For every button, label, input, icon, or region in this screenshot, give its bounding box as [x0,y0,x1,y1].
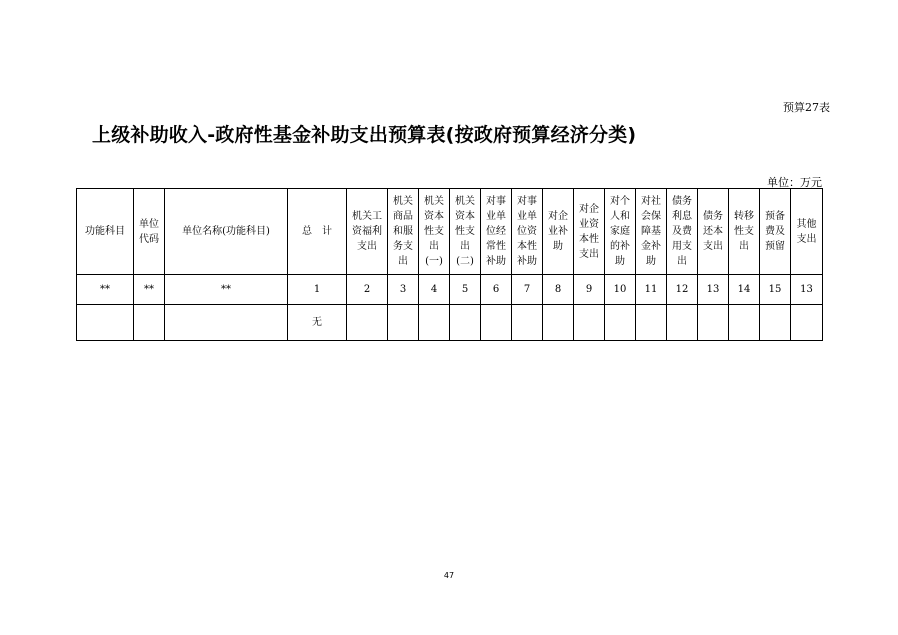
table-row [77,305,823,341]
header-cell: 功能科目 [77,189,134,275]
header-cell: 预备费及预留 [760,189,791,275]
header-cell: 对事业单位资本性补助 [512,189,543,275]
code-cell: 3 [388,275,419,305]
data-cell [574,305,605,341]
table-code-row [77,275,823,305]
table-number: 预算27表 [783,101,830,114]
code-cell: 8 [543,275,574,305]
code-cell: 12 [667,275,698,305]
code-cell: 10 [605,275,636,305]
header-cell: 债务利息及费用支出 [667,189,698,275]
header-cell: 单位代码 [134,189,165,275]
data-cell [667,305,698,341]
code-cell: 2 [347,275,388,305]
data-cell [760,305,791,341]
code-cell: 11 [636,275,667,305]
code-cell: 1 [288,275,347,305]
code-cell: 5 [450,275,481,305]
data-cell [165,305,288,341]
header-cell: 转移性支出 [729,189,760,275]
data-cell [791,305,823,341]
data-cell [543,305,574,341]
data-cell [77,305,134,341]
code-cell: 9 [574,275,605,305]
data-cell [481,305,512,341]
header-cell: 对个人和家庭的补助 [605,189,636,275]
data-cell [388,305,419,341]
data-cell [636,305,667,341]
budget-table [76,188,823,341]
data-cell [134,305,165,341]
code-cell: 13 [791,275,823,305]
page-number: 47 [443,571,455,580]
data-cell [698,305,729,341]
code-cell: 13 [698,275,729,305]
header-cell: 对企业补助 [543,189,574,275]
header-cell: 其他支出 [791,189,823,275]
code-cell: 4 [419,275,450,305]
data-cell [450,305,481,341]
code-cell: 7 [512,275,543,305]
code-cell: ** [77,275,134,305]
code-cell: 14 [729,275,760,305]
header-cell: 总 计 [288,189,347,275]
table-header-row [77,189,823,275]
header-cell: 对社会保障基金补助 [636,189,667,275]
code-cell: 6 [481,275,512,305]
header-cell: 单位名称(功能科目) [165,189,288,275]
header-cell: 机关资本性支出(二) [450,189,481,275]
data-cell [729,305,760,341]
header-cell: 机关工资福利支出 [347,189,388,275]
page-title: 上级补助收入-政府性基金补助支出预算表(按政府预算经济分类) [92,124,637,146]
header-cell: 机关商品和服务支出 [388,189,419,275]
data-cell [605,305,636,341]
unit-label: 单位：万元 [767,176,822,189]
data-cell [347,305,388,341]
data-cell [512,305,543,341]
header-cell: 对事业单位经常性补助 [481,189,512,275]
header-cell: 机关资本性支出(一) [419,189,450,275]
data-cell: 无 [288,305,347,341]
header-cell: 债务还本支出 [698,189,729,275]
data-cell [419,305,450,341]
code-cell: ** [134,275,165,305]
header-cell: 对企业资本性支出 [574,189,605,275]
code-cell: ** [165,275,288,305]
code-cell: 15 [760,275,791,305]
